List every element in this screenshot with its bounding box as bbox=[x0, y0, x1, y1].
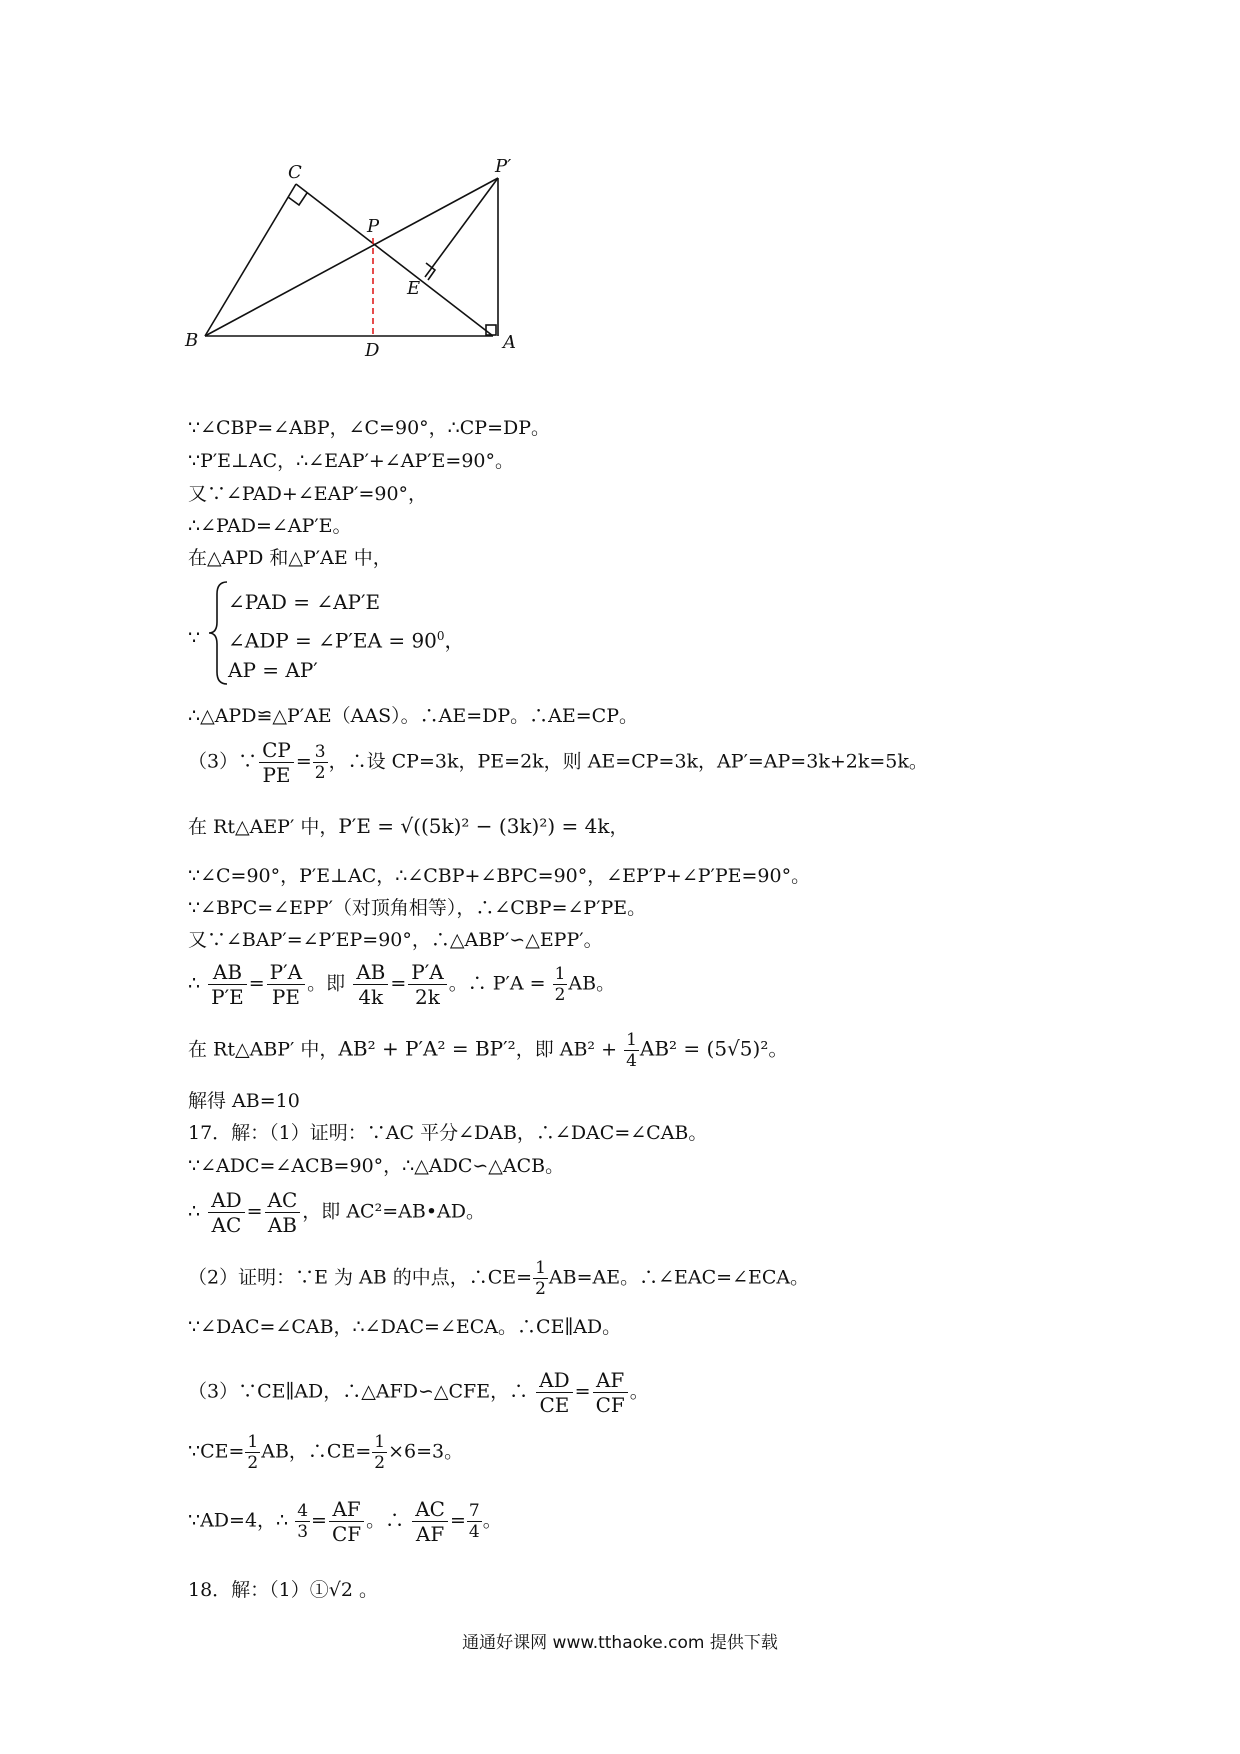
text-line-fraction: （2）证明：∵E 为 AB 的中点，∴CE= $\frac{1}{2}$ AB=AE。∴∠EAC=∠ECA。 bbox=[188, 1258, 810, 1299]
text-line-fraction: （3）∵ $\frac{CP}{PE}$ = $\frac{3}{2}$ ，∴设 CP=3k，PE=2k，则 AE=CP=3k，AP′=AP=3k+2k=5k。 bbox=[188, 738, 928, 787]
text-line-fraction: 在 Rt△ABP′ 中，AB² + P′A² = BP′²，即 AB² + $\frac{1}{4}$ AB² = (5√5)²。 bbox=[188, 1030, 789, 1071]
label-A: A bbox=[503, 332, 516, 353]
label-E: E bbox=[407, 278, 421, 299]
segment-BP-prime bbox=[205, 178, 498, 336]
geometry-figure bbox=[185, 156, 585, 395]
text-line: ∵∠C=90°，P′E⊥AC，∴∠CBP+∠BPC=90°，∠EP′P+∠P′PE=90°。 bbox=[188, 865, 811, 887]
text-line-fraction: ∴ $\frac{AB}{P'E}$ = $\frac{P'A}{PE}$ 。即 $\frac{AB}{4k}$ = $\frac{P'A}{2k}$ 。∴ P′A = $\frac{1}{2}$ AB。 bbox=[188, 960, 616, 1009]
footer: 通通好课网 www.tthaoke.com 提供下载 bbox=[462, 1633, 778, 1653]
system-line-3: AP = AP′ bbox=[228, 658, 318, 682]
text-line: 在 Rt△AEP′ 中，P′E = √((5k)² − (3k)²) = 4k， bbox=[188, 814, 629, 838]
text-line: ∵∠BPC=∠EPP′（对顶角相等），∴∠CBP=∠P′PE。 bbox=[188, 897, 647, 919]
segment-CA bbox=[296, 184, 493, 336]
text-line: ∵∠CBP=∠ABP，∠C=90°，∴CP=DP。 bbox=[188, 417, 551, 439]
text-line: ∵∠DAC=∠CAB，∴∠DAC=∠ECA。∴CE∥AD。 bbox=[188, 1316, 622, 1338]
system-line-2: ∠ADP = ∠P′EA = $90^0$， bbox=[228, 628, 465, 653]
text-line-fraction: ∴ $\frac{AD}{AC}$ = $\frac{AC}{AB}$ ，即 AC²=AB•AD。 bbox=[188, 1188, 485, 1237]
right-angle-C bbox=[288, 193, 307, 205]
text-line: ∴∠PAD=∠AP′E。 bbox=[188, 515, 352, 537]
text-line: 在△APD 和△P′AE 中， bbox=[188, 547, 392, 569]
text-line: ∴△APD≌△P′AE（AAS）。∴AE=DP。∴AE=CP。 bbox=[188, 705, 638, 727]
text-line: 又∵∠BAP′=∠P′EP=90°，∴△ABP′∽△EPP′。 bbox=[188, 929, 603, 951]
text-line: 18．解：（1）①√2 。 bbox=[188, 1579, 379, 1601]
label-B: B bbox=[185, 330, 199, 351]
segment-P-prime-E bbox=[425, 178, 498, 277]
text-line: 17．解：（1）证明：∵AC 平分∠DAB，∴∠DAC=∠CAB。 bbox=[188, 1122, 708, 1144]
label-P-prime: P′ bbox=[495, 156, 512, 177]
label-D: D bbox=[365, 340, 380, 361]
system-line-1: ∠PAD = ∠AP′E bbox=[228, 590, 381, 614]
text-line-fraction: （3）∵CE∥AD，∴△AFD∽△CFE，∴ $\frac{AD}{CE}$ = $\frac{AF}{CF}$ 。 bbox=[188, 1368, 649, 1417]
text-line-fraction: ∵AD=4，∴ $\frac{4}{3}$ = $\frac{AF}{CF}$ 。∴ $\frac{AC}{AF}$ = $\frac{7}{4}$ 。 bbox=[188, 1497, 502, 1546]
text-line: ∵∠ADC=∠ACB=90°，∴△ADC∽△ACB。 bbox=[188, 1155, 565, 1177]
text-line-fraction: ∵CE= $\frac{1}{2}$ AB，∴CE= $\frac{1}{2}$ ×6=3。 bbox=[188, 1432, 464, 1473]
text-line: ∵P′E⊥AC，∴∠EAP′+∠AP′E=90°。 bbox=[188, 450, 515, 472]
label-P: P bbox=[367, 216, 380, 237]
text-line: 又∵∠PAD+∠EAP′=90°， bbox=[188, 483, 428, 505]
because-symbol: ∵ bbox=[188, 627, 201, 649]
segment-BC bbox=[205, 184, 296, 336]
text-line: 解得 AB=10 bbox=[188, 1090, 300, 1112]
label-C: C bbox=[288, 162, 302, 183]
